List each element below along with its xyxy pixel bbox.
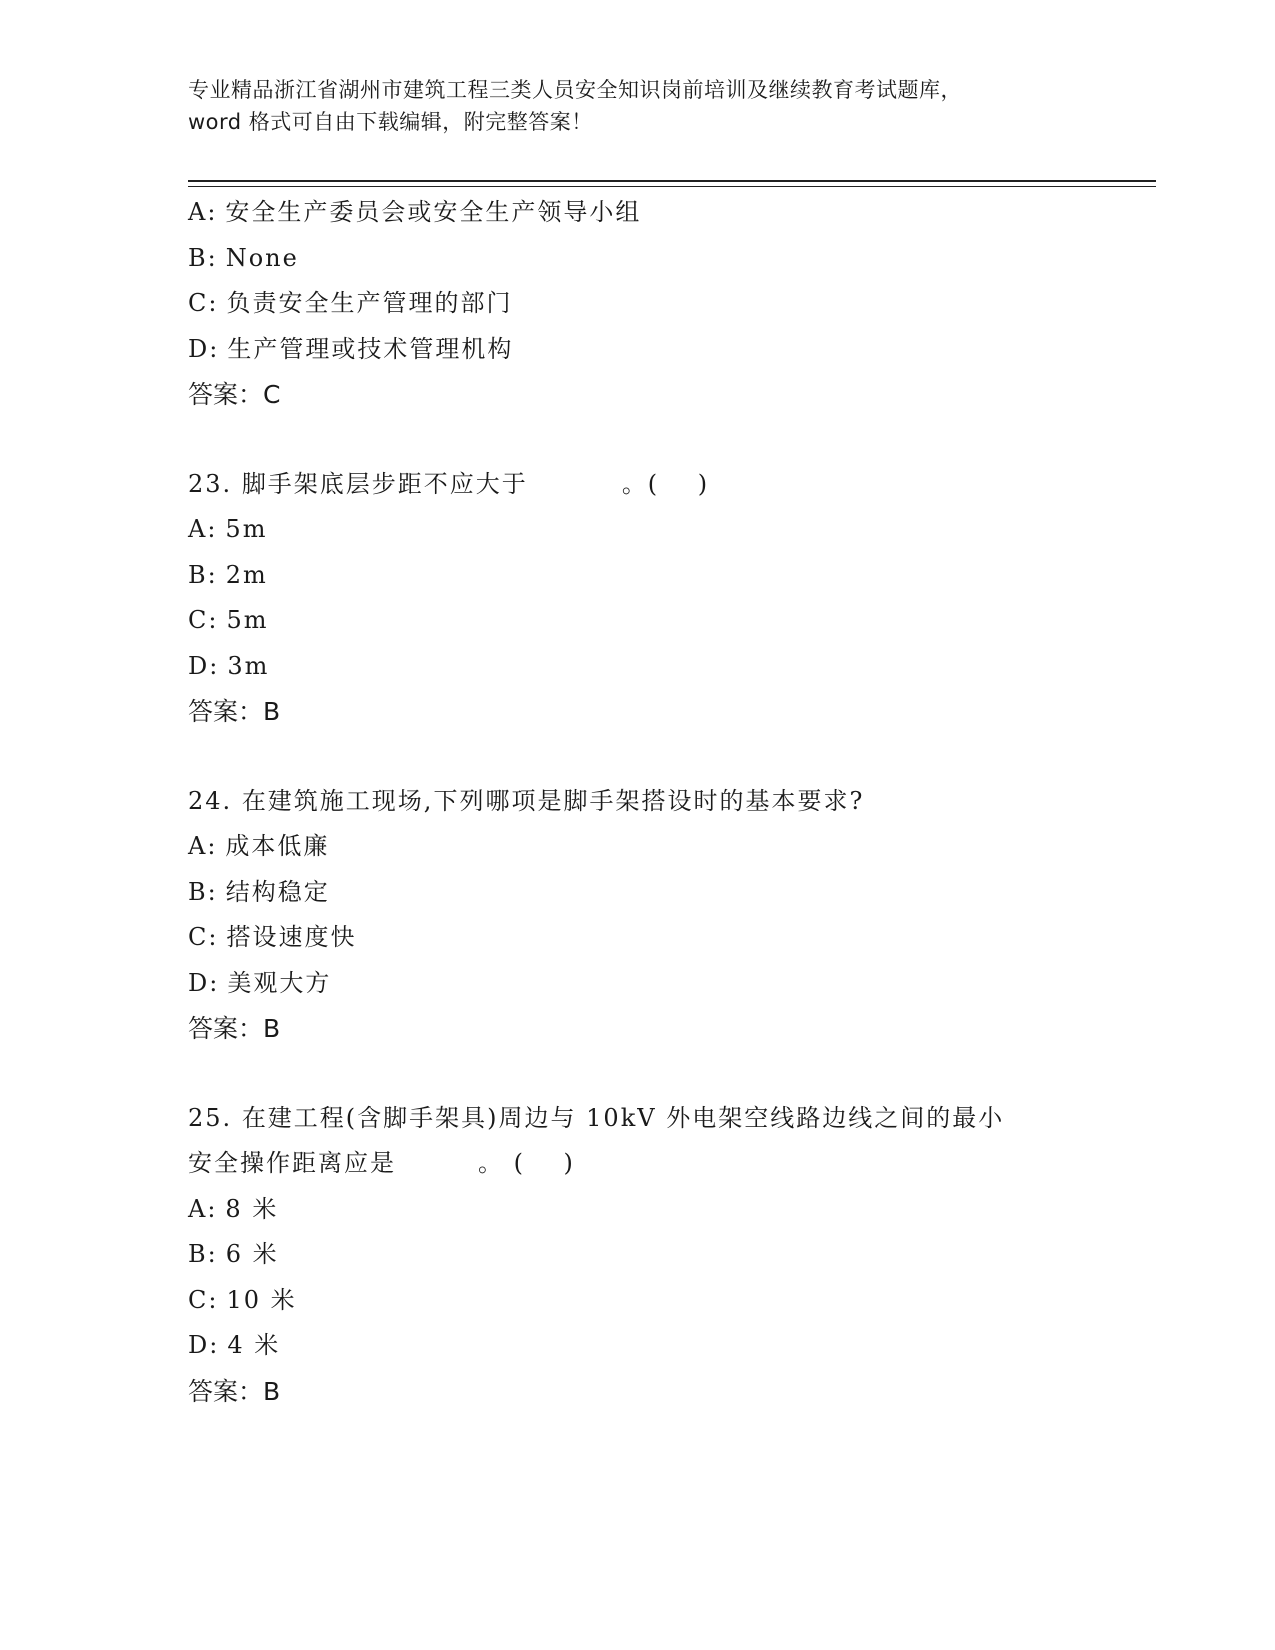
option-b (188, 553, 1128, 599)
option-d (188, 1323, 1128, 1369)
option-label: A: (188, 832, 218, 860)
option-c (188, 598, 1128, 644)
option-text: 4 米 (227, 1331, 281, 1359)
option-text: 美观大方 (227, 968, 332, 997)
question-stem (188, 462, 1128, 508)
option-label: D: (188, 651, 220, 680)
option-text: 6 米 (225, 1240, 279, 1268)
option-label: D: (188, 334, 220, 363)
question-stem (188, 779, 1128, 825)
header-line-1: 专业精品浙江省湖州市建筑工程三类人员安全知识岗前培训及继续教育考试题库， (188, 78, 962, 102)
question-number: 25. (188, 1103, 233, 1132)
header-divider-thick (188, 180, 1156, 182)
document-header (188, 74, 1088, 138)
option-text: 3m (227, 651, 270, 680)
header-line-2: word 格式可自由下载编辑，附完整答案！ (188, 110, 593, 134)
answer: 答案：B (188, 1014, 281, 1043)
option-label: C: (188, 1285, 219, 1314)
option-label: B: (188, 243, 218, 272)
option-text: 成本低廉 (225, 832, 330, 860)
option-text: 5m (226, 606, 269, 634)
answer: 答案：B (188, 697, 281, 726)
option-label: B: (188, 560, 218, 589)
answer: 答案：B (188, 1376, 281, 1406)
option-label: A: (188, 198, 218, 226)
question-text: 安全操作距离应是 (188, 1149, 396, 1177)
option-label: C: (188, 289, 219, 317)
option-text: 搭设速度快 (226, 923, 357, 951)
answer: 答案：C (188, 380, 281, 409)
question-text: 脚手架底层步距不应大于 (241, 469, 528, 498)
question-22 (188, 190, 1128, 418)
option-c (188, 1278, 1128, 1324)
option-b (188, 236, 1128, 282)
option-label: A: (188, 515, 218, 543)
option-label: A: (188, 1194, 218, 1223)
option-d (188, 644, 1128, 690)
option-text: 8 米 (225, 1194, 279, 1223)
question-list (188, 190, 1128, 1414)
option-label: C: (188, 606, 219, 634)
option-label: D: (188, 968, 220, 997)
question-25 (188, 1096, 1128, 1415)
option-text: 5m (225, 515, 268, 543)
question-stem (188, 1096, 1128, 1142)
option-b (188, 1232, 1128, 1278)
option-d (188, 327, 1128, 373)
option-c (188, 281, 1128, 327)
question-23 (188, 462, 1128, 735)
question-paren: 。( ) (621, 469, 710, 498)
question-text: 在建工程(含脚手架具)周边与 10kV 外电架空线路边线之间的最小 (241, 1103, 1005, 1132)
option-text: None (225, 243, 299, 272)
header-divider-thin (188, 186, 1156, 187)
option-a (188, 190, 1128, 236)
option-label: B: (188, 877, 218, 906)
option-text: 负责安全生产管理的部门 (226, 289, 513, 317)
question-paren: 。 ( ) (478, 1149, 575, 1177)
option-text: 安全生产委员会或安全生产领导小组 (225, 198, 642, 226)
option-b (188, 870, 1128, 916)
option-label: C: (188, 923, 219, 951)
option-label: B: (188, 1240, 218, 1268)
option-a (188, 824, 1128, 870)
option-text: 结构稳定 (225, 877, 330, 906)
option-d (188, 961, 1128, 1007)
option-a (188, 507, 1128, 553)
option-text: 10 米 (226, 1285, 297, 1314)
option-text: 2m (225, 560, 268, 589)
option-c (188, 915, 1128, 961)
question-number: 23. (188, 469, 233, 498)
question-24 (188, 779, 1128, 1052)
option-a (188, 1187, 1128, 1233)
question-number: 24. (188, 786, 233, 815)
question-text: 在建筑施工现场,下列哪项是脚手架搭设时的基本要求? (241, 786, 865, 815)
option-label: D: (188, 1331, 220, 1359)
option-text: 生产管理或技术管理机构 (227, 334, 514, 363)
question-stem-continued (188, 1141, 1128, 1187)
